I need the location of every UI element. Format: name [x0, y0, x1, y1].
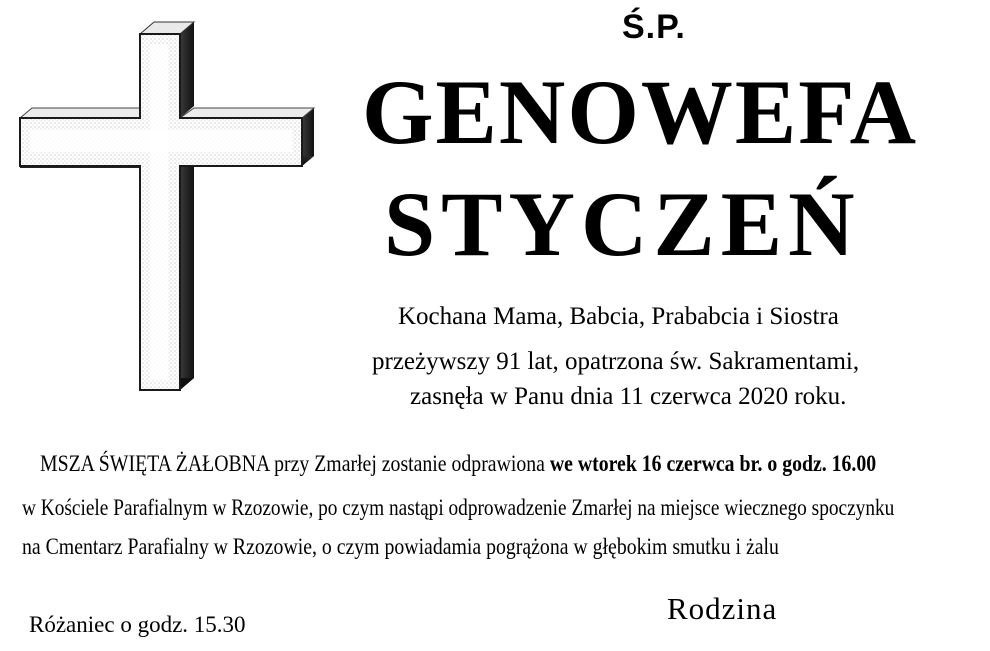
signature: Rodzina	[667, 591, 778, 626]
mass-line-2: w Kościele Parafialnym w Rzozowie, po czym nastąpi odprowadzenie Zmarłej na miejsce wiecznego spoczynku	[22, 495, 895, 520]
deceased-prefix: Ś.P.	[622, 8, 686, 46]
mass-title: MSZA ŚWIĘTA ŻAŁOBNA	[40, 451, 270, 476]
intro-line-2: przeżywszy 91 lat, opatrzona św. Sakramentami,	[372, 348, 860, 375]
intro-line-1: Kochana Mama, Babcia, Prababcia i Siostra	[398, 303, 839, 330]
mass-line-1	[40, 451, 876, 477]
cross-icon	[10, 18, 320, 398]
mass-line-3: na Cmentarz Parafialny w Rzozowie, o czym powiadamia pogrążona w głębokim smutku i żalu	[22, 534, 779, 559]
mass-text: przy Zmarłej zostanie odprawiona	[269, 451, 550, 476]
rosary-time: Różaniec o godz. 15.30	[29, 612, 246, 637]
intro-line-3: zasnęła w Panu dnia 11 czerwca 2020 roku.	[410, 383, 847, 410]
last-name: STYCZEŃ	[384, 173, 861, 275]
mass-date: we wtorek 16 czerwca br. o godz. 16.00	[549, 451, 877, 476]
first-name: GENOWEFA	[362, 61, 919, 163]
